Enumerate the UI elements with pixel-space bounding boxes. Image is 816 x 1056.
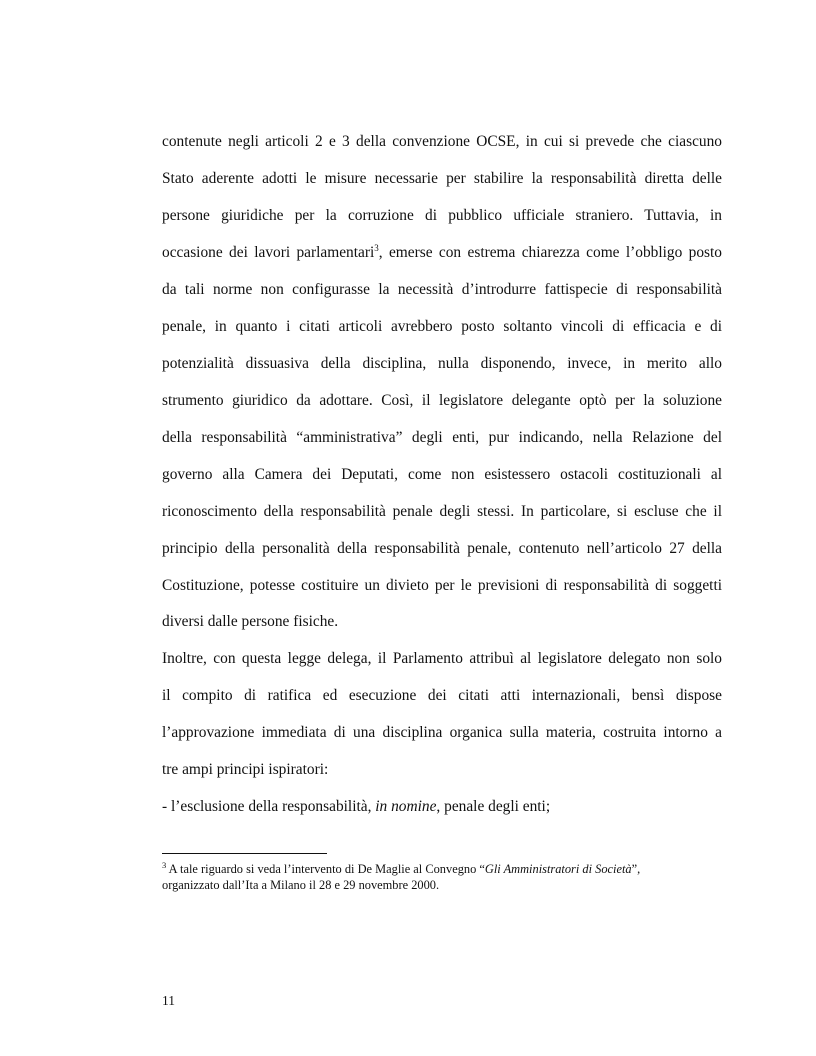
footnote-separator [162,853,327,854]
body-line-19: - l’esclusione della responsabilità, in nomine, penale degli enti; [162,798,551,815]
body-line-16: il compito di ratifica ed esecuzione dei citati atti internazionali, bensì dispose [162,687,722,704]
page-number: 11 [162,993,175,1008]
body-line-12: principio della personalità della responsabilità penale, contenuto nell’articolo 27 della [162,540,722,557]
body-line-2: Stato aderente adotti le misure necessarie per stabilire la responsabilità diretta delle [162,170,722,187]
body-line-9: della responsabilità “amministrativa” degli enti, pur indicando, nella Relazione del [162,429,722,446]
body-line-14: diversi dalle persone fisiche. [162,613,339,630]
body-line-18: tre ampi principi ispiratori: [162,761,329,778]
body-line-7: potenzialità dissuasiva della disciplina, nulla disponendo, invece, in merito allo [162,355,722,372]
italic-phrase: in nomine [375,798,437,815]
body-line-11: riconoscimento della responsabilità penale degli stessi. In particolare, si escluse che il [162,503,722,520]
body-line-13: Costituzione, potesse costituire un divieto per le previsioni di responsabilità di soggetti [162,577,722,594]
body-line-5: da tali norme non configurasse la necessità d’introdurre fattispecie di responsabilità [162,281,722,298]
body-line-3: persone giuridiche per la corruzione di pubblico ufficiale straniero. Tuttavia, in [162,207,722,224]
body-line-15: Inoltre, con questa legge delega, il Parlamento attribuì al legislatore delegato non solo [162,650,722,667]
body-line-17: l’approvazione immediata di una disciplina organica sulla materia, costruita intorno a [162,724,722,741]
footnote-line-2: organizzato dall’Ita a Milano il 28 e 29 novembre 2000. [162,878,440,892]
body-line-1: contenute negli articoli 2 e 3 della convenzione OCSE, in cui si prevede che ciascuno [162,133,722,150]
footnote-line-1: $^3$ A tale riguardo si veda l’intervento di De Maglie al Convegno “Gli Amministratori di Società”, [162,859,641,876]
body-line-8: strumento giuridico da adottare. Così, il legislatore delegante optò per la soluzione [162,392,722,409]
footnote-italic-title: Gli Amministratori di Società [484,862,632,876]
body-line-6: penale, in quanto i citati articoli avrebbero posto soltanto vincoli di efficacia e di [162,318,722,335]
footnote-reference[interactable]: 3 [374,242,379,253]
body-line-10: governo alla Camera dei Deputati, come non esistessero ostacoli costituzionali al [162,466,722,483]
footnote-marker: 3 [162,859,167,870]
body-line-4: occasione dei lavori parlamentari$^3$, emerse con estrema chiarezza come l’obbligo posto [162,242,723,261]
